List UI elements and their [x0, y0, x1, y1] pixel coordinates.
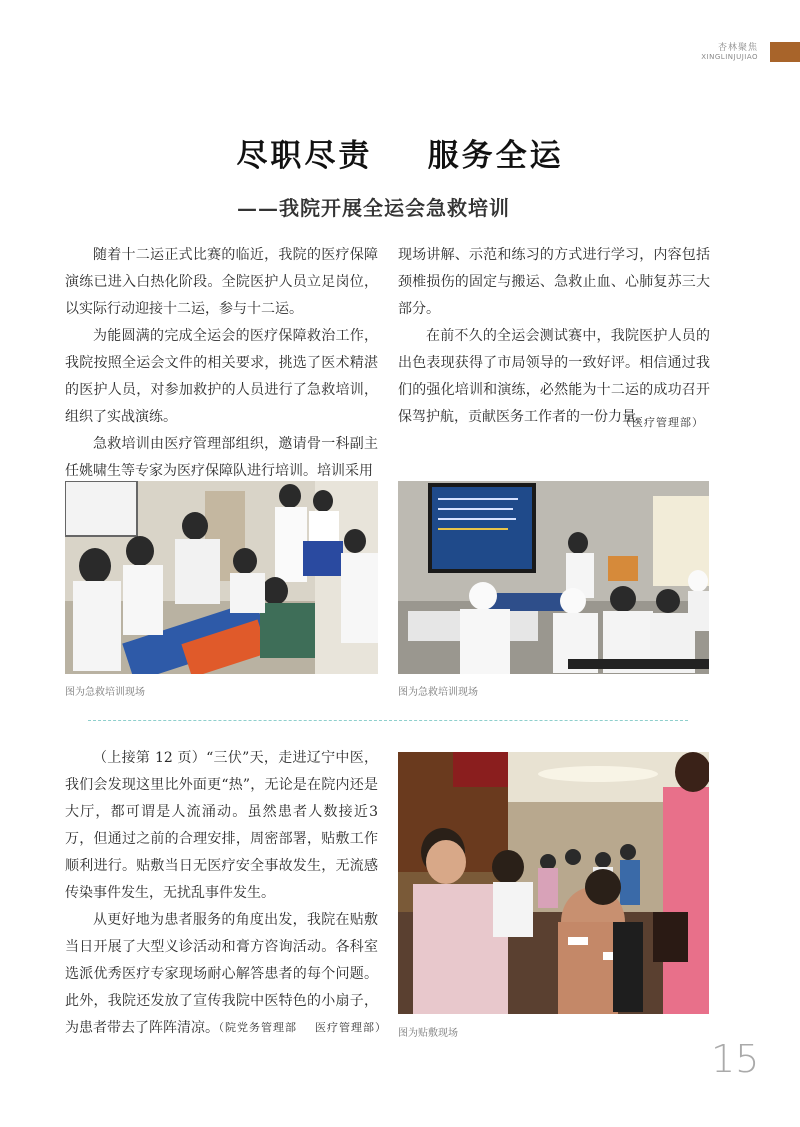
patch-application-photo [398, 752, 709, 1014]
patch-scene [398, 752, 709, 1014]
article-subtitle: ——我院开展全运会急救培训 [237, 196, 510, 220]
section-name-en: XINGLINJUJIAO [701, 53, 758, 61]
training-scene-1 [65, 481, 378, 674]
article2-column [65, 745, 378, 1042]
paragraph: 随着十二运正式比赛的临近，我院的医疗保障演练已进入白热化阶段。全院医护人员立足岗位，以实际行动迎接十二运，参与十二运。 [65, 247, 378, 317]
paragraph: 从更好地为患者服务的角度出发，我院在贴敷当日开展了大型义诊活动和膏方咨询活动。各科室选派优秀医疗专家现场耐心解答患者的每个问题。此外，我院还发放了宣传我院中医特色的小扇子，为患者带去了阵阵清凉。 [65, 912, 378, 1036]
training-photo-2 [398, 481, 709, 674]
article2-credit: （院党务管理部 医疗管理部） [213, 1021, 387, 1034]
article1-credit: （医疗管理部） [620, 416, 704, 429]
article1-column-left [65, 242, 378, 485]
photo-caption: 图为急救培训现场 [398, 687, 478, 698]
section-name: 杏林聚焦 [717, 43, 758, 53]
paragraph-continued: 现场讲解、示范和练习的方式进行学习，内容包括颈椎损伤的固定与搬运、急救止血、心肺复苏三大部分。 [398, 247, 710, 317]
page-number: 15 [711, 1037, 760, 1081]
header-accent-block [770, 42, 800, 62]
article1-column-right [398, 242, 710, 431]
paragraph: 在前不久的全运会测试赛中，我院医护人员的出色表现获得了市局领导的一致好评。相信通过我们的强化培训和演练，必然能为十二运的成功召开保驾护航，贡献医务工作者的一份力量。 [398, 328, 710, 425]
paragraph: 急救培训由医疗管理部组织，邀请骨一科副主任姚啸生等专家为医疗保障队进行培训。培训采用 [65, 436, 378, 479]
article-title: 尽职尽责 服务全运 [236, 138, 564, 174]
paragraph: 为能圆满的完成全运会的医疗保障救治工作，我院按照全运会文件的相关要求，挑选了医术精湛的医护人员，对参加救护的人员进行了急救培训，组织了实战演练。 [65, 328, 378, 425]
training-photo-1 [65, 481, 378, 674]
section-divider [88, 720, 688, 721]
photo-caption: 图为贴敷现场 [398, 1028, 458, 1039]
photo-caption: 图为急救培训现场 [65, 687, 145, 698]
training-scene-2 [398, 481, 709, 674]
paragraph: （上接第 12 页）“三伏”天，走进辽宁中医，我们会发现这里比外面更“热”，无论是在院内还是大厅，都可谓是人流涌动。虽然患者人数接近3万，但通过之前的合理安排，周密部署，贴敷工作顺利进行。贴敷当日无医疗安全事故发生，无流感传染事件发生，无扰乱事件发生。 [65, 750, 378, 901]
